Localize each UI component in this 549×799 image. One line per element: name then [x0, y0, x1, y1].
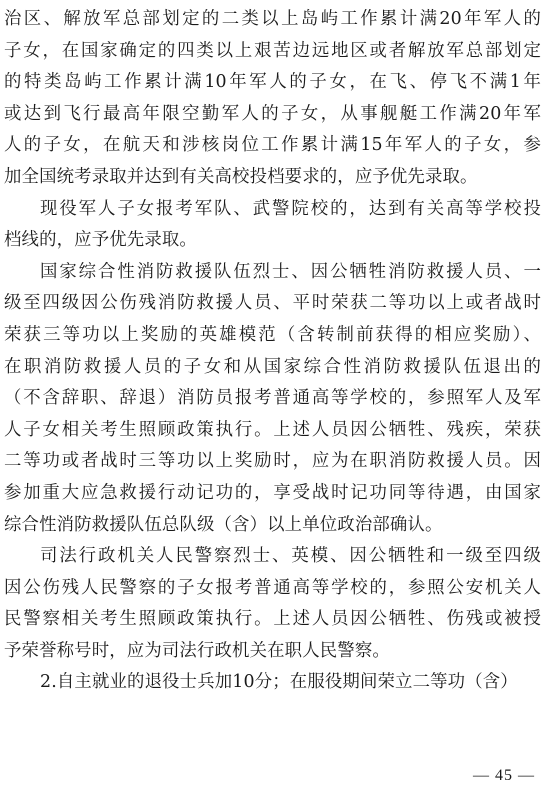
text-line: 荣获三等功以上奖励的英雄模范（含转制前获得的相应奖励）、 — [4, 324, 541, 345]
paragraph — [4, 257, 541, 541]
text-line: 在职消防救援人员的子女和从国家综合性消防救援队伍退出的 — [4, 356, 541, 377]
paragraph — [4, 541, 541, 667]
text-line: 二等功或者战时三等功以上奖励时，应为在职消防救援人员。因 — [4, 451, 541, 472]
text-line: 2.自主就业的退役士兵加10分；在服役期间荣立二等功（含） — [40, 672, 518, 693]
text-line: 综合性消防救援队伍总队级（含）以上单位政治部确认。 — [4, 514, 443, 535]
text-line: （不含辞职、辞退）消防员报考普通高等学校的，参照军人及军 — [4, 388, 541, 409]
text-line: 因公伤残人民警察的子女报考普通高等学校的，参照公安机关人 — [4, 577, 541, 598]
paragraph — [4, 667, 541, 699]
text-line: 人的子女，在航天和涉核岗位工作累计满15年军人的子女，参 — [4, 135, 541, 156]
text-line: 参加重大应急救援行动记功的，享受战时记功同等待遇，由国家 — [4, 482, 541, 503]
paragraph — [4, 194, 541, 257]
page-number: — 45 — — [473, 767, 535, 784]
text-line: 或达到飞行最高年限空勤军人的子女，从事舰艇工作满20年军 — [4, 103, 541, 124]
text-line: 司法行政机关人民警察烈士、英模、因公牺牲和一级至四级 — [40, 546, 541, 567]
text-line: 的特类岛屿工作累计满10年军人的子女，在飞、停飞不满1年 — [4, 72, 541, 93]
text-line: 加全国统考录取并达到有关高校投档要求的，应予优先录取。 — [4, 166, 478, 187]
text-line: 现役军人子女报考军队、武警院校的，达到有关高等学校投 — [40, 198, 541, 219]
text-line: 予荣誉称号时，应为司法行政机关在职人民警察。 — [4, 640, 390, 661]
text-line: 治区、解放军总部划定的二类以上岛屿工作累计满20年军人的 — [4, 9, 541, 29]
text-line: 档线的，应予优先录取。 — [4, 230, 197, 251]
text-line: 级至四级因公伤残消防救援人员、平时荣获二等功以上或者战时 — [4, 293, 541, 314]
text-line: 子女，在国家确定的四类以上艰苦边远地区或者解放军总部划定 — [4, 40, 541, 61]
text-line: 民警察相关考生照顾政策执行。上述人员因公牺牲、伤残或被授 — [4, 609, 541, 630]
text-line: 国家综合性消防救援队伍烈士、因公牺牲消防救援人员、一 — [40, 261, 541, 282]
paragraph — [4, 4, 541, 194]
document-body — [4, 4, 541, 699]
text-line: 人子女相关考生照顾政策执行。上述人员因公牺牲、残疾，荣获 — [4, 419, 541, 440]
